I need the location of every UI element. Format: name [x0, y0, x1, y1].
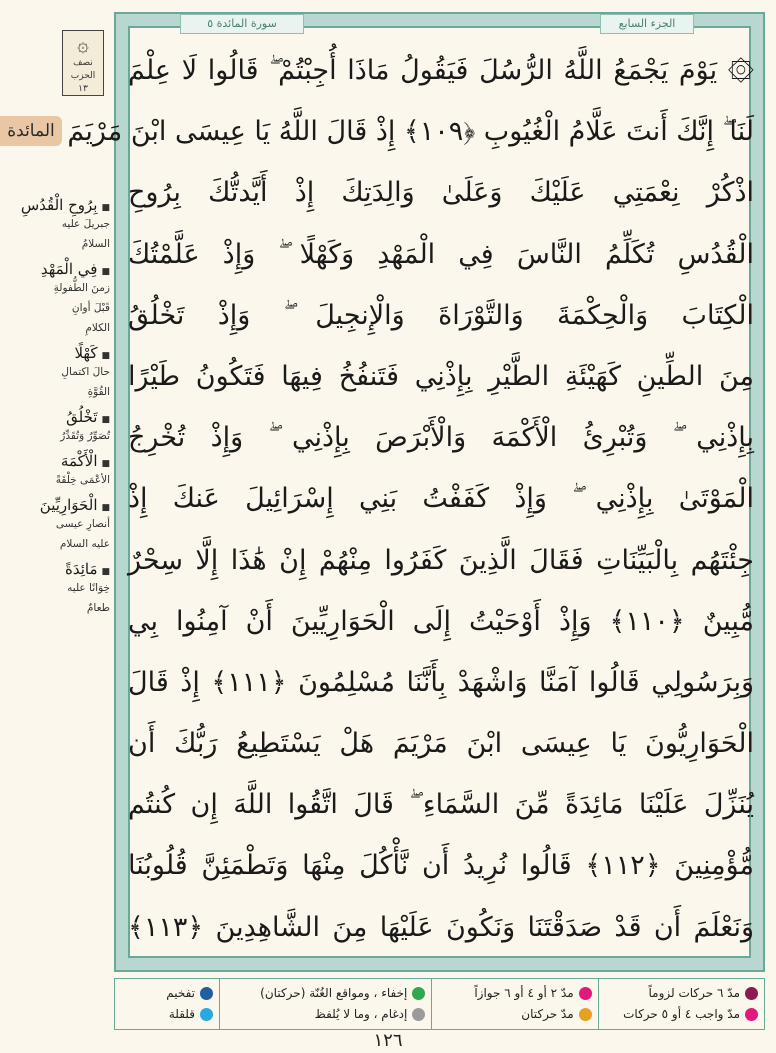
legend-label: مدّ واجب ٤ أو ٥ حركات — [623, 1007, 740, 1021]
text-line: اذْكُرْ نِعْمَتِي عَلَيْكَ وَعَلَىٰ وَالِدَتِكَ إِذْ أَيَّدتُّكَ بِرُوحِ — [128, 177, 754, 209]
glossary-def: السلامُ — [81, 238, 110, 250]
legend-label: مدّ حركتان — [521, 1007, 574, 1021]
glossary-term: ■ فِي الْمَهْدِ — [4, 260, 110, 278]
legend-column — [431, 979, 597, 1029]
text-line: مُّؤْمِنِينَ ﴿١١٢﴾ قَالُوا نُرِيدُ أَن نَّأْكُلَ مِنْهَا وَتَطْمَئِنَّ قُلُوبُنَا — [128, 850, 755, 882]
hizb-text-1: نصف — [73, 58, 93, 68]
legend-item — [438, 983, 591, 1004]
color-dot-icon — [579, 987, 592, 1000]
glossary-term: ■ الْأَكْمَهَ — [4, 452, 110, 470]
text-line: وَبِرَسُولِي قَالُوا آمَنَّا وَاشْهَدْ بِأَنَّنَا مُسْلِمُونَ ﴿١١١﴾ إِذْ قَالَ — [128, 666, 755, 698]
glossary-def: قَبْلَ أوانِ — [71, 302, 110, 314]
legend-label: إدغام ، وما لا يُلفظ — [314, 1007, 408, 1021]
legend-label: قلقلة — [168, 1007, 196, 1021]
text-line: مِنَ الطِّينِ كَهَيْئَةِ الطَّيْرِ بِإِذْنِي فَتَنفُخُ فِيهَا فَتَكُونُ طَيْرًا — [128, 360, 754, 392]
legend-column — [219, 979, 431, 1029]
hizb-text-3: ١٣ — [78, 84, 88, 94]
color-dot-icon — [412, 987, 425, 1000]
glossary-term: ■ الْحَوَارِيِّينَ — [4, 496, 110, 514]
glossary-def: حالَ اكتمالِ — [61, 366, 110, 378]
legend-item — [226, 983, 425, 1004]
glossary-term: ■ كَهْلًا — [4, 344, 110, 362]
glossary-item — [4, 344, 110, 402]
hizb-marker — [62, 30, 104, 96]
text-line: لَنَا ۖ إِنَّكَ أَنتَ عَلَّامُ الْغُيُوبِ ﴿١٠٩﴾ إِذْ قَالَ اللَّهُ يَا عِيسَى ابْنَ مَرْيَمَ — [67, 116, 754, 148]
mosque-dome-icon: ۞ — [77, 32, 89, 56]
glossary-term: ■ مَائِدَةً — [4, 560, 110, 578]
glossary-item — [4, 452, 110, 490]
legend-item — [226, 1004, 425, 1025]
glossary-def: خِوَانًا عليه — [67, 582, 110, 594]
glossary-def: الكلامِ — [85, 322, 110, 334]
legend-item — [605, 983, 758, 1004]
glossary-term: ■ تَخْلُقُ — [4, 408, 110, 426]
color-dot-icon — [579, 1008, 592, 1021]
glossary-def: القُوَّةِ — [87, 386, 110, 398]
text-line: جِئْتَهُم بِالْبَيِّنَاتِ فَقَالَ الَّذِينَ كَفَرُوا مِنْهُمْ إِنْ هَٰذَا إِلَّا سِحْرٌ — [128, 544, 754, 576]
legend-item — [438, 1004, 591, 1025]
legend-column — [598, 979, 764, 1029]
text-line: مُّبِينٌ ﴿١١٠﴾ وَإِذْ أَوْحَيْتُ إِلَى الْحَوَارِيِّينَ أَنْ آمِنُوا بِي — [128, 605, 754, 637]
legend-label: مدّ ٢ أو ٤ أو ٦ جوازاً — [474, 986, 574, 1000]
color-dot-icon — [200, 1008, 213, 1021]
color-dot-icon — [745, 987, 758, 1000]
text-line: يُنَزِّلَ عَلَيْنَا مَائِدَةً مِّنَ السَّمَاءِ ۖ قَالَ اتَّقُوا اللَّهَ إِن كُنتُم — [128, 789, 754, 821]
hizb-text-2: الحزب — [70, 71, 96, 81]
glossary-def: أنصارِ عيسى — [55, 518, 110, 530]
color-dot-icon — [412, 1008, 425, 1021]
color-dot-icon — [200, 987, 213, 1000]
legend-label: تفخيم — [166, 986, 196, 1000]
glossary-def: الأعْمَى خِلْقَةً — [55, 474, 110, 486]
text-line: وَنَعْلَمَ أَن قَدْ صَدَقْتَنَا وَنَكُونَ عَلَيْهَا مِنَ الشَّاهِدِينَ ﴿١١٣﴾ — [128, 911, 754, 943]
glossary-item — [4, 408, 110, 446]
legend-item — [121, 983, 213, 1004]
color-dot-icon — [745, 1008, 758, 1021]
tajweed-legend — [114, 978, 765, 1030]
legend-item — [121, 1004, 213, 1025]
text-line: ۞ يَوْمَ يَجْمَعُ اللَّهُ الرُّسُلَ فَيَقُولُ مَاذَا أُجِبْتُمْ ۖ قَالُوا لَا عِلْمَ — [128, 55, 754, 86]
glossary-item — [4, 496, 110, 554]
surah-header-label: سورة المائدة ٥ — [180, 14, 304, 34]
page-number: ١٢٦ — [373, 1030, 403, 1051]
glossary-def: تُصَوِّرُ وَتُقَدِّرُ — [60, 430, 110, 442]
glossary-def: جبريلَ عليه — [61, 218, 110, 230]
glossary-item — [4, 196, 110, 254]
glossary-def: زمنَ الطُّفولةِ — [53, 282, 110, 294]
text-line: الْقُدُسِ تُكَلِّمُ النَّاسَ فِي الْمَهْدِ وَكَهْلًا ۖ وَإِذْ عَلَّمْتُكَ — [128, 238, 754, 270]
glossary-item — [4, 560, 110, 618]
glossary-term: ■ بِرُوحِ الْقُدُسِ — [4, 196, 110, 214]
text-line: الْكِتَابَ وَالْحِكْمَةَ وَالتَّوْرَاةَ وَالْإِنجِيلَ ۖ وَإِذْ تَخْلُقُ — [128, 299, 754, 331]
text-line: الْحَوَارِيُّونَ يَا عِيسَى ابْنَ مَرْيَمَ هَلْ يَسْتَطِيعُ رَبُّكَ أَن — [128, 728, 754, 760]
legend-item — [605, 1004, 758, 1025]
juz-label: الجزء السابع — [600, 14, 694, 34]
surah-tab[interactable]: المائدة — [0, 116, 62, 146]
glossary — [4, 196, 110, 624]
legend-column — [115, 979, 219, 1029]
legend-label: مدّ ٦ حركات لزوماً — [648, 986, 740, 1000]
glossary-item — [4, 260, 110, 338]
text-line: بِإِذْنِي ۖ وَتُبْرِئُ الْأَكْمَهَ وَالْأَبْرَصَ بِإِذْنِي ۖ وَإِذْ تُخْرِجُ — [128, 422, 754, 454]
glossary-def: طعامٌ — [86, 602, 110, 614]
legend-label: إخفاء ، ومواقع الغُنّة (حركتان) — [260, 986, 408, 1000]
glossary-def: عليه السلام — [59, 538, 110, 550]
text-line: الْمَوْتَىٰ بِإِذْنِي ۖ وَإِذْ كَفَفْتُ بَنِي إِسْرَائِيلَ عَنكَ إِذْ — [128, 483, 754, 515]
